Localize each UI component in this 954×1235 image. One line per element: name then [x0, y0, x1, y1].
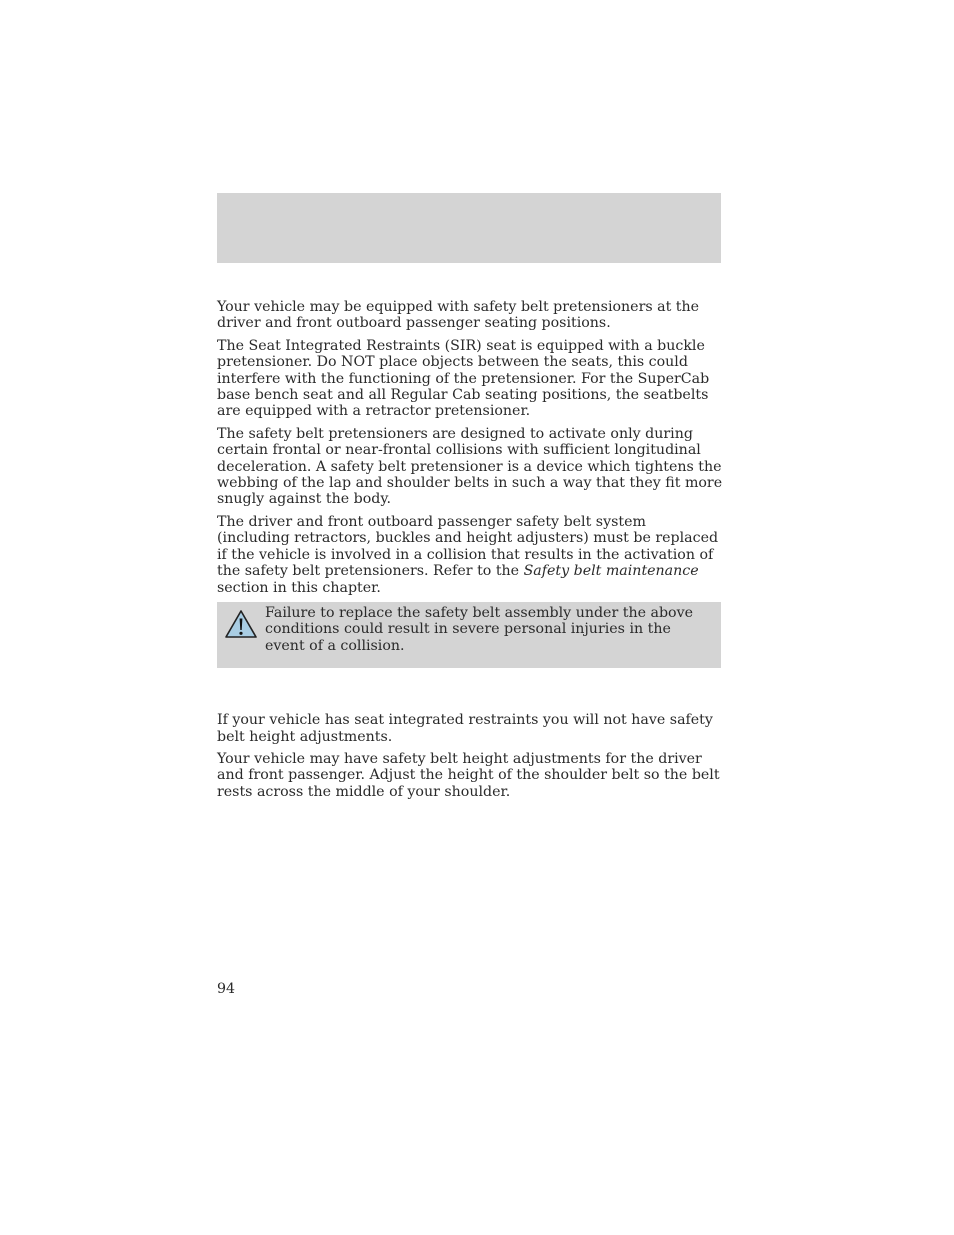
warning-triangle-icon — [224, 609, 258, 639]
paragraph-pretensioner-intro: Your vehicle may be equipped with safety belt pretensioners at the driver and front outboard passenger seating positions. — [217, 299, 700, 332]
replacement-text-after: section in this chapter. — [217, 579, 381, 596]
page-content — [217, 299, 723, 806]
replacement-text-before: The driver and front outboard passenger safety belt system (including retractors, buckles and height adjusters) must be replaced if the vehicle is involved in a collision that results in the activation of the safety belt pretensioners. Refer to the — [217, 513, 719, 580]
paragraph-activation: The safety belt pretensioners are designed to activate only during certain frontal or near-frontal collisions with sufficient longitudinal deceleration. A safety belt pretensioner is a device which tightens the webbing of the lap and shoulder belts in such a way that they fit more snugly against the body. — [217, 425, 723, 508]
warning-text: Failure to replace the safety belt assembly under the above conditions could result in severe personal injuries in the event of a collision. — [265, 604, 693, 654]
paragraph-height-adjustment: Your vehicle may have safety belt height adjustments for the driver and front passenger. Adjust the height of the shoulder belt so the belt rests across the middle of your shoulder. — [217, 750, 720, 800]
safety-belt-maintenance-reference: Safety belt maintenance — [523, 563, 699, 580]
paragraph-sir-seat: The Seat Integrated Restraints (SIR) seat is equipped with a buckle pretensioner. Do NOT place objects between the seats, this could interfere with the functioning of the pretensioner. For the SuperCab base bench seat and all Regular Cab seating positions, the seatbelts are equipped with a retractor pretensioner. — [217, 337, 710, 420]
warning-box — [217, 602, 721, 668]
header-band — [217, 193, 721, 263]
paragraph-replacement — [217, 514, 723, 596]
paragraph-sir-no-adjustment: If your vehicle has seat integrated restraints you will not have safety belt height adjustments. — [217, 712, 713, 745]
page-number: 94 — [217, 981, 236, 997]
